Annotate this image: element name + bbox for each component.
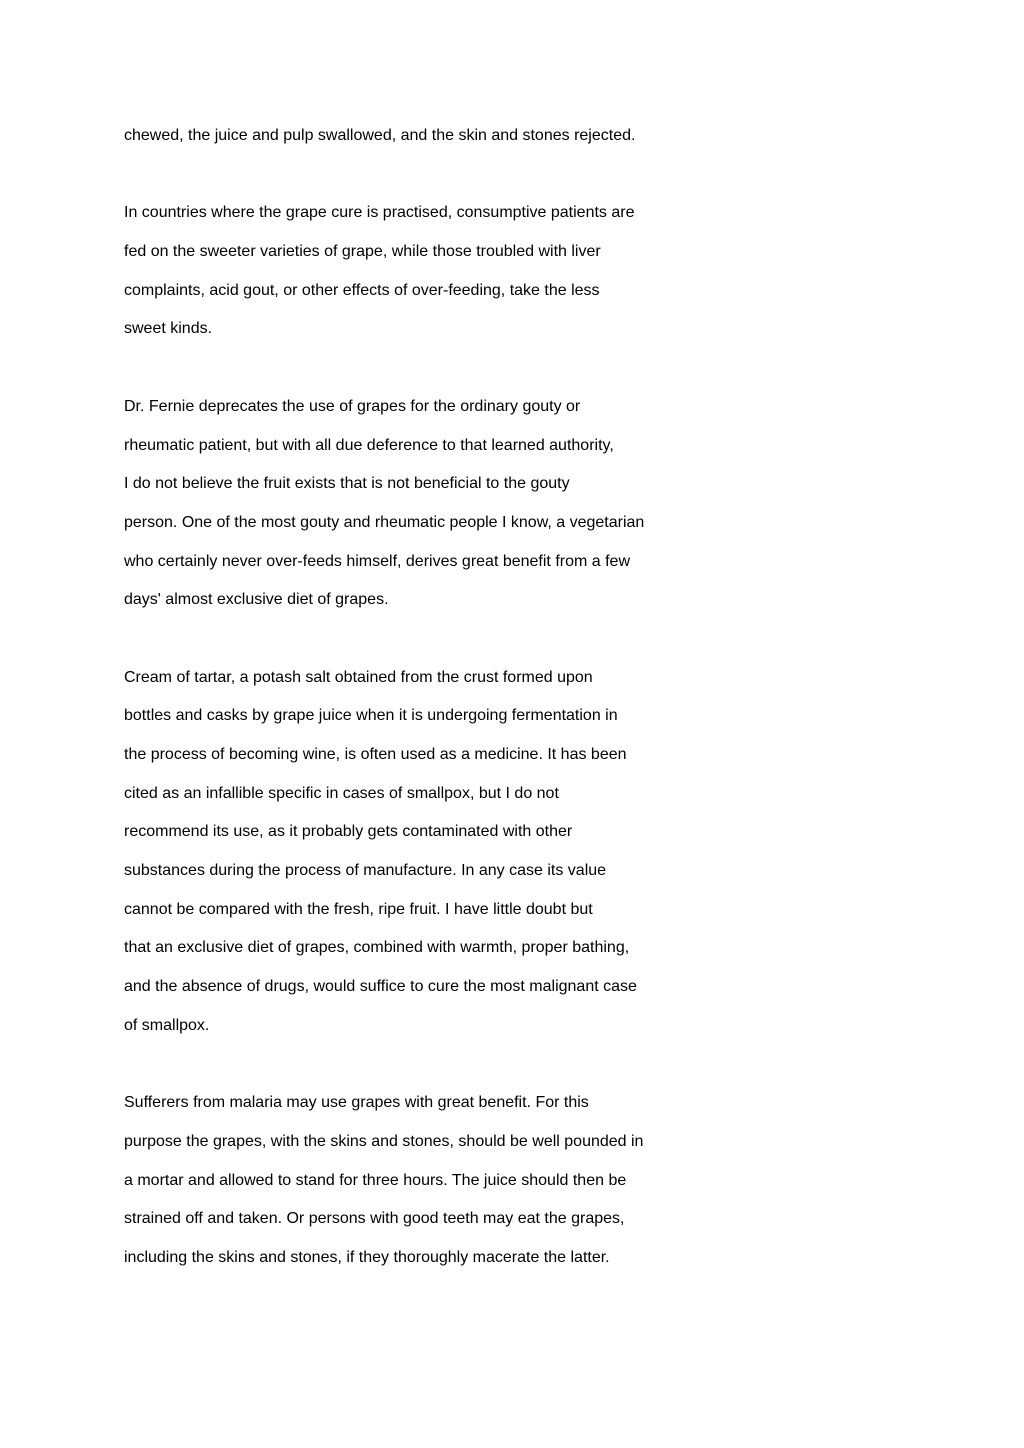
text-line: sweet kinds. — [124, 320, 213, 338]
text-line: complaints, acid gout, or other effects of over-feeding, take the less — [124, 281, 600, 299]
text-line: days' almost exclusive diet of grapes. — [124, 591, 389, 609]
paragraph — [124, 388, 724, 620]
text-line: purpose the grapes, with the skins and stones, should be well pounded in — [124, 1132, 644, 1150]
text-line: bottles and casks by grape juice when it is undergoing fermentation in — [124, 707, 618, 725]
text-line: Dr. Fernie deprecates the use of grapes for the ordinary gouty or — [124, 397, 581, 415]
text-line: and the absence of drugs, would suffice to cure the most malignant case — [124, 978, 637, 996]
text-line: that an exclusive diet of grapes, combined with warmth, proper bathing, — [124, 939, 630, 957]
text-line: Cream of tartar, a potash salt obtained from the crust formed upon — [124, 668, 593, 686]
text-line: I do not believe the fruit exists that is not beneficial to the gouty — [124, 475, 570, 493]
text-line: recommend its use, as it probably gets contaminated with other — [124, 823, 573, 841]
paragraph-gap — [124, 349, 724, 388]
text-line: of smallpox. — [124, 1016, 210, 1034]
paragraph — [124, 659, 724, 1046]
paragraph — [124, 117, 724, 156]
text-line: cited as an infallible specific in cases of smallpox, but I do not — [124, 784, 559, 802]
text-line: cannot be compared with the fresh, ripe fruit. I have little doubt but — [124, 900, 593, 918]
paragraph-gap — [124, 1046, 724, 1085]
text-line: fed on the sweeter varieties of grape, while those troubled with liver — [124, 243, 601, 261]
paragraph — [124, 1084, 724, 1277]
body-text — [124, 117, 724, 1278]
text-line: who certainly never over-feeds himself, derives great benefit from a few — [124, 552, 631, 570]
text-line: chewed, the juice and pulp swallowed, and the skin and stones rejected. — [124, 127, 636, 144]
text-line: Sufferers from malaria may use grapes with great benefit. For this — [124, 1094, 589, 1112]
text-line: the process of becoming wine, is often used as a medicine. It has been — [124, 746, 627, 763]
text-line: In countries where the grape cure is practised, consumptive patients are — [124, 204, 635, 222]
text-line: strained off and taken. Or persons with good teeth may eat the grapes, — [124, 1210, 625, 1228]
text-line: rheumatic patient, but with all due deference to that learned authority, — [124, 436, 614, 454]
paragraph-gap — [124, 156, 724, 195]
text-line: a mortar and allowed to stand for three hours. The juice should then be — [124, 1171, 627, 1189]
text-line: including the skins and stones, if they thoroughly macerate the latter. — [124, 1248, 610, 1266]
paragraph-gap — [124, 620, 724, 659]
text-line: person. One of the most gouty and rheumatic people I know, a vegetarian — [124, 513, 645, 531]
paragraph — [124, 194, 724, 349]
text-line: substances during the process of manufacture. In any case its value — [124, 862, 607, 880]
